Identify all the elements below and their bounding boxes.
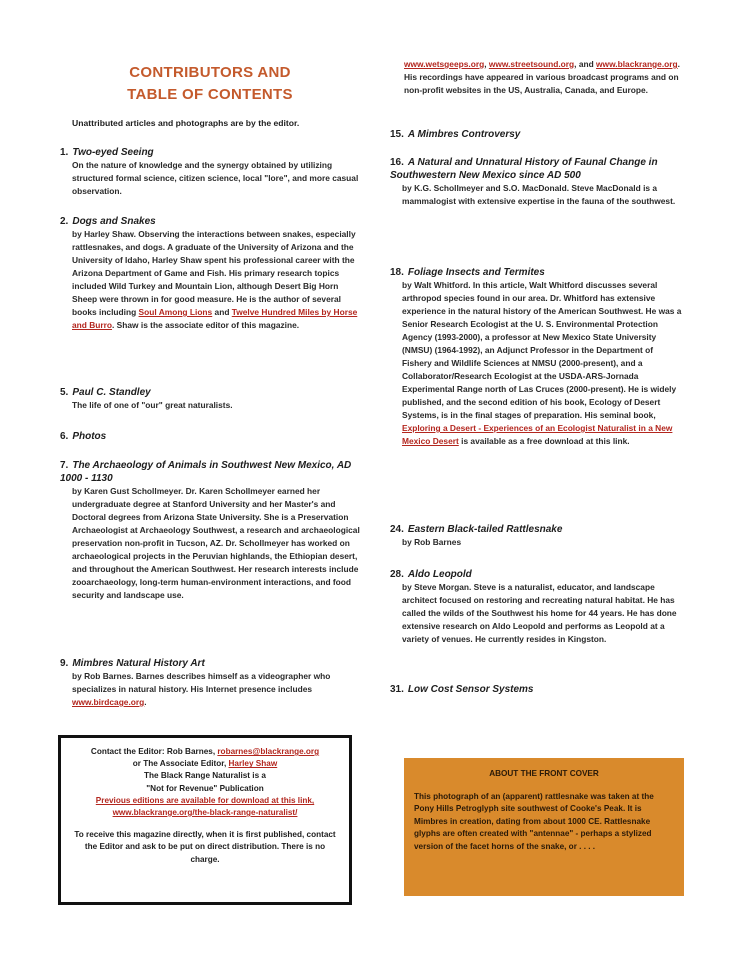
toc-item-two-eyed-seeing [60, 146, 360, 198]
exploring-a-desert-link[interactable]: Exploring a Desert - Experiences of an Ecologist Naturalist in a New Mexico Desert [402, 423, 673, 446]
item-description: by Rob Barnes [402, 537, 462, 547]
title-line-2: TABLE OF CONTENTS [127, 86, 293, 103]
item-text: , and [574, 59, 597, 69]
item-description: by Steve Morgan. Steve is a naturalist, educator, and landscape architect focused on restoring and recreating natural habitat. He has called the wilds of the Southwest his home for 44 years. He has done extensive research on Aldo Leopold and performs as Leopold at a variety of venues. He currently resides in Kingston. [402, 582, 677, 644]
intro-note: Unattributed articles and photographs are by the editor. [72, 118, 300, 128]
soul-among-lions-link[interactable]: Soul Among Lions [138, 307, 213, 317]
item-text: is available as a free download at this link. [458, 436, 630, 446]
item-title: Eastern Black-tailed Rattlesnake [407, 524, 563, 535]
toc-item-foliage-insects [390, 266, 684, 448]
item-number: 7. [60, 460, 69, 471]
item-number: 15. [390, 129, 404, 140]
toc-item-photos [60, 430, 360, 443]
item-text: . His recordings have appeared in various broadcast programs and on non-profit websites in the US, Australia, Canada, and Europe. [404, 59, 680, 95]
item-title: Low Cost Sensor Systems [407, 684, 534, 695]
item-text: , [484, 59, 489, 69]
item-text: and [212, 307, 232, 317]
title-line-1: CONTRIBUTORS AND [129, 64, 291, 81]
editor-email-link[interactable]: robarnes@blackrange.org [217, 747, 320, 756]
toc-item-faunal-change [390, 156, 684, 208]
toc-item-paul-standley [60, 386, 360, 412]
continued-bio [392, 58, 684, 97]
wetsgeeps-link[interactable]: www.wetsgeeps.org [404, 59, 485, 69]
item-number: 31. [390, 684, 404, 695]
contact-text: "Not for Revenue" Publication [146, 783, 264, 793]
contact-box [58, 735, 352, 905]
item-description [392, 58, 684, 97]
contact-text: Contact the Editor: Rob Barnes, [90, 747, 218, 756]
item-number: 9. [60, 658, 69, 669]
cover-title: ABOUT THE FRONT COVER [489, 769, 599, 778]
item-text: . [144, 697, 147, 707]
item-number: 5. [60, 387, 69, 398]
item-title: Dogs and Snakes [72, 216, 156, 227]
twelve-hundred-miles-link[interactable]: Twelve Hundred Miles by Horse and Burro [72, 307, 358, 330]
toc-item-aldo-leopold [390, 568, 684, 646]
item-description [60, 670, 360, 709]
toc-item-mimbres-art [60, 657, 360, 709]
item-title: Mimbres Natural History Art [72, 658, 205, 669]
item-description [60, 228, 360, 332]
associate-editor-link[interactable]: Harley Shaw [228, 759, 278, 769]
toc-item-dogs-and-snakes [60, 215, 360, 332]
item-title: Two-eyed Seeing [72, 147, 154, 158]
item-text: by Harley Shaw. Observing the interactions between snakes, especially rattlesnakes, and dogs. A graduate of the University of Arizona and the University of Idaho, Harley Shaw spent his professional career with the Arizona Department of Game and Fish. His primary research topics included Wild Turkey and Mountain Lion, although Desert Big Horn Sheep were thrown in for good measure. He is the author of several books including [72, 229, 356, 317]
previous-editions-url-link[interactable]: www.blackrange.org/the-black-range-naturalist/ [112, 808, 298, 818]
item-number: 6. [60, 431, 69, 442]
item-title: Foliage Insects and Termites [407, 267, 545, 278]
item-description: The life of one of "our" great naturalists. [72, 400, 233, 410]
toc-item-archaeology-of-animals [60, 459, 360, 602]
item-title: Photos [72, 431, 107, 442]
previous-editions-link[interactable]: Previous editions are available for download at this link, [95, 795, 315, 805]
contact-text: or The Associate Editor, [132, 759, 229, 769]
page-title [60, 62, 360, 106]
blackrange-link[interactable]: www.blackrange.org [596, 59, 678, 69]
item-number: 24. [390, 524, 404, 535]
item-description [390, 279, 684, 448]
item-title: Aldo Leopold [407, 569, 472, 580]
toc-item-mimbres-controversy [390, 128, 684, 141]
item-title: A Natural and Unnatural History of Faunal Change in Southwestern New Mexico since AD 500 [390, 157, 658, 181]
streetsound-link[interactable]: www.streetsound.org [488, 59, 575, 69]
item-title: Paul C. Standley [72, 387, 151, 398]
item-text: by Rob Barnes. Barnes describes himself as a videographer who specializes in natural history. His Internet presence includes [72, 671, 331, 694]
birdcage-link[interactable]: www.birdcage.org [72, 697, 145, 707]
item-number: 28. [390, 569, 404, 580]
contact-text: The Black Range Naturalist is a [144, 771, 266, 781]
toc-item-low-cost-sensors [390, 683, 684, 696]
item-number: 18. [390, 267, 404, 278]
spacer [71, 819, 339, 829]
item-description: On the nature of knowledge and the synergy obtained by utilizing structured formal science, citizen science, local "lore", and more casual observation. [72, 160, 359, 196]
item-number: 16. [390, 157, 404, 168]
item-text: by Walt Whitford. In this article, Walt Whitford discusses several arthropod species found in our area. Dr. Whitford has extensive experience in the natural history of the American Southwest. He was a Senior Research Ecologist at the U. S. Environmental Protection Agency (1993-2000), a professor at New Mexico State University (NMSU) (1964-1992), an Adjunct Professor in the Department of Fishery and Wildlife Sciences at NMSU (2000-present), and a Collaborator/Research Ecologist at the USDA-ARS-Jornada Experimental Range north of Las Cruces (2000-present). He is widely published, and the second edition of his book, Ecology of Desert Systems, is in the final stages of preparation. His seminal book, [402, 280, 682, 420]
front-cover-box [404, 758, 684, 896]
item-text: . Shaw is the associate editor of this magazine. [112, 320, 300, 330]
item-number: 1. [60, 147, 69, 158]
contact-text: To receive this magazine directly, when it is first published, contact the Editor and ask to be put on direct distribution. There is no charge. [74, 830, 336, 864]
item-number: 2. [60, 216, 69, 227]
item-description: by K.G. Schollmeyer and S.O. MacDonald. Steve MacDonald is a mammalogist with extensive expertise in the fauna of the southwest. [402, 183, 676, 206]
item-title: The Archaeology of Animals in Southwest New Mexico, AD 1000 - 1130 [60, 460, 352, 484]
cover-description: This photograph of an (apparent) rattlesnake was taken at the Pony Hills Petroglyph site southwest of Cooke's Peak. It is Mimbres in creation, dating from about 1000 CE. Rattlesnake glyphs are often created with "antennae" - perhaps a stylized version of the facet horns of the snake, or . . . . [414, 791, 654, 851]
toc-item-black-tailed-rattlesnake [390, 523, 684, 549]
item-title: A Mimbres Controversy [407, 129, 521, 140]
item-description: by Karen Gust Schollmeyer. Dr. Karen Schollmeyer earned her undergraduate degree at Stanford University and her Master's and Doctoral degrees from Arizona State University. She is a Preservation Archaeologist at Archaeology Southwest, a research and archaeological preservation non-profit in Tucson, AZ. Dr. Schollmeyer has worked on archaeological projects in the Peruvian highlands, the Ethiopian desert, and throughout the American Southwest. Her research interests include zooarchaeology, long-term human-environment interactions, and food security and landscape use. [72, 486, 360, 600]
